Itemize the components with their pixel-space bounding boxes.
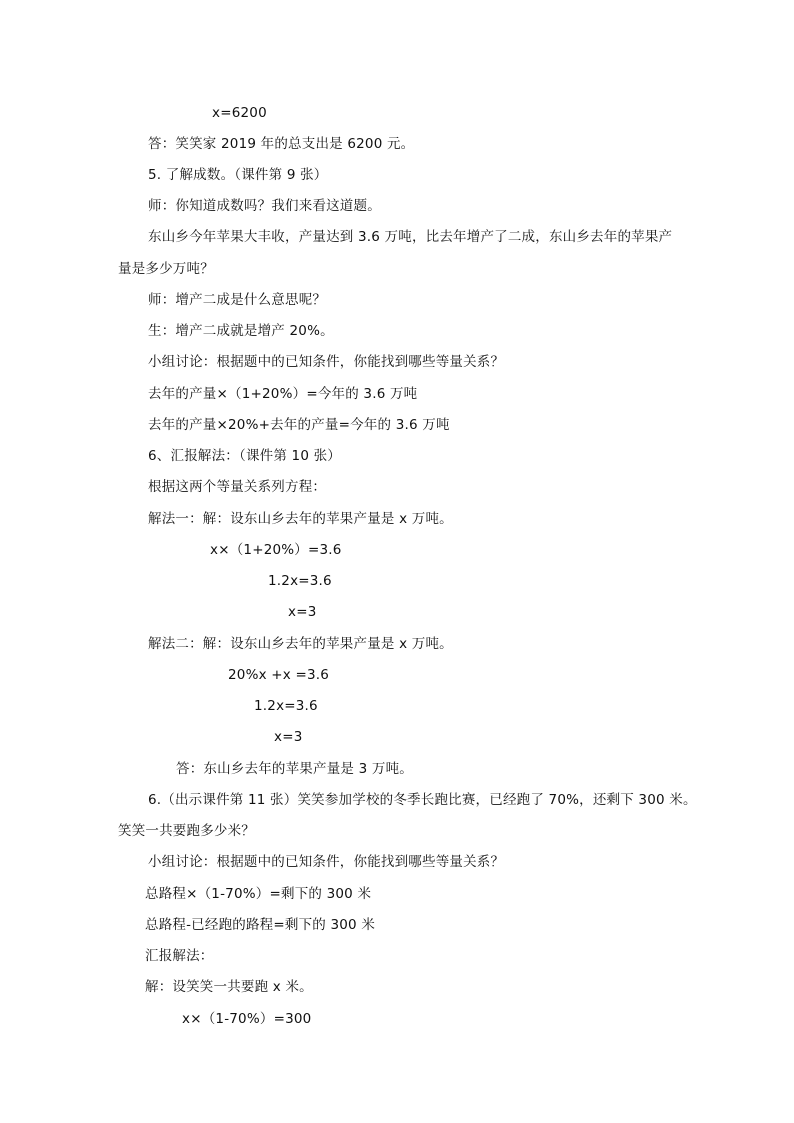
teacher-line: 师：你知道成数吗？我们来看这道题。 bbox=[148, 198, 381, 214]
equation-line: 1.2x=3.6 bbox=[268, 573, 332, 589]
answer-line: 答：笑笑家 2019 年的总支出是 6200 元。 bbox=[148, 136, 415, 152]
problem-text: 东山乡今年苹果大丰收，产量达到 3.6 万吨，比去年增产了二成，东山乡去年的苹果产 bbox=[148, 229, 673, 245]
relation-line: 去年的产量×（1+20%）=今年的 3.6 万吨 bbox=[148, 386, 418, 402]
section-heading: 汇报解法： bbox=[145, 948, 214, 964]
method-line: 解法二：解：设东山乡去年的苹果产量是 x 万吨。 bbox=[148, 636, 453, 652]
answer-line: 答：东山乡去年的苹果产量是 3 万吨。 bbox=[176, 761, 413, 777]
group-discussion-line: 小组讨论：根据题中的已知条件，你能找到哪些等量关系？ bbox=[148, 354, 505, 370]
equation-line: x=6200 bbox=[212, 105, 267, 121]
relation-line: 总路程×（1-70%）=剩下的 300 米 bbox=[145, 886, 372, 902]
equation-line: x×（1+20%）=3.6 bbox=[210, 542, 342, 558]
problem-text: 6.（出示课件第 11 张）笑笑参加学校的冬季长跑比赛，已经跑了 70%，还剩下 300 米。 bbox=[148, 792, 697, 808]
solution-setup-line: 解：设笑笑一共要跑 x 米。 bbox=[145, 979, 313, 995]
group-discussion-line: 小组讨论：根据题中的已知条件，你能找到哪些等量关系？ bbox=[148, 854, 505, 870]
student-line: 生：增产二成就是增产 20%。 bbox=[148, 323, 334, 339]
equation-line: x×（1-70%）=300 bbox=[182, 1011, 312, 1027]
section-heading: 5. 了解成数。（课件第 9 张） bbox=[148, 167, 328, 183]
equation-line: 1.2x=3.6 bbox=[254, 698, 318, 714]
section-heading: 6、汇报解法：（课件第 10 张） bbox=[148, 448, 341, 464]
relation-line: 去年的产量×20%+去年的产量=今年的 3.6 万吨 bbox=[148, 417, 450, 433]
problem-text-continued: 笑笑一共要跑多少米？ bbox=[118, 823, 255, 839]
instruction-line: 根据这两个等量关系列方程： bbox=[148, 479, 327, 495]
method-line: 解法一：解：设东山乡去年的苹果产量是 x 万吨。 bbox=[148, 511, 453, 527]
equation-line: 20%x +x =3.6 bbox=[228, 667, 330, 683]
equation-line: x=3 bbox=[274, 729, 303, 745]
relation-line: 总路程-已经跑的路程=剩下的 300 米 bbox=[145, 917, 376, 933]
equation-line: x=3 bbox=[288, 604, 317, 620]
teacher-line: 师：增产二成是什么意思呢？ bbox=[148, 292, 327, 308]
problem-text-continued: 量是多少万吨？ bbox=[118, 261, 214, 277]
